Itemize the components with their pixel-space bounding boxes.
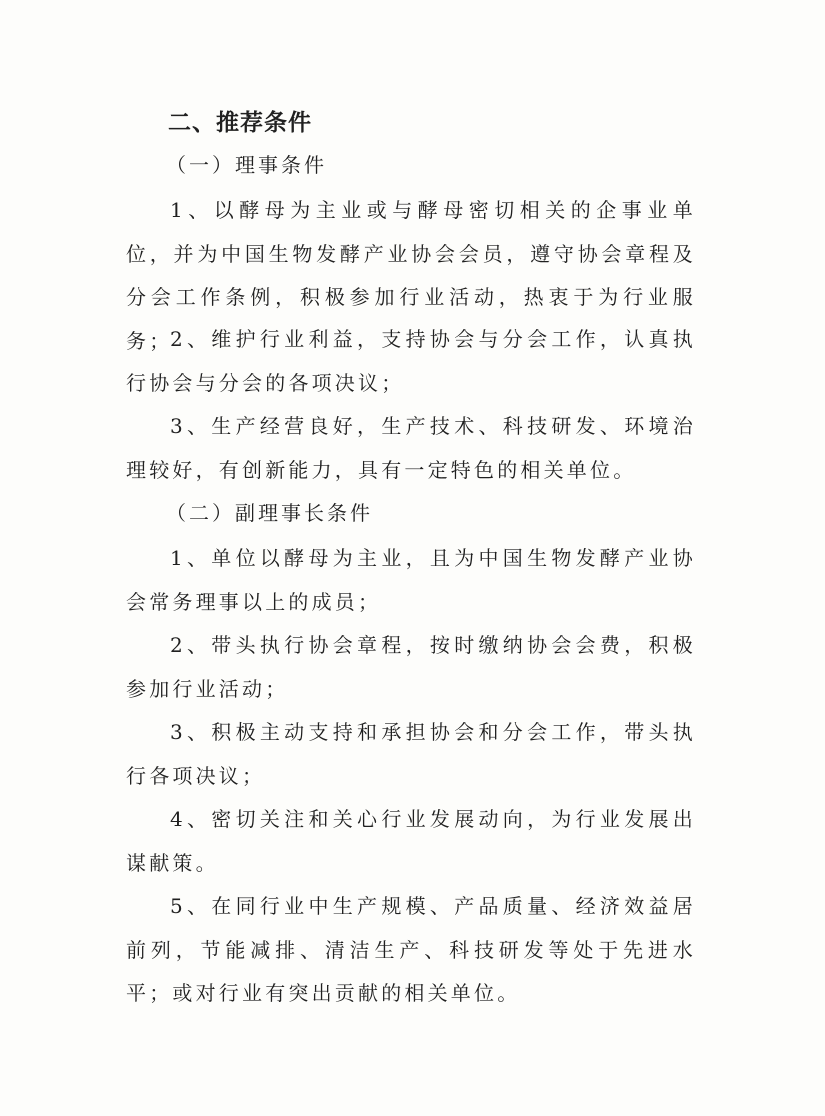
vice-chair-item-1: 1、单位以酵母为主业，且为中国生物发酵产业协会常务理事以上的成员； — [126, 546, 696, 614]
council-item-3: 3、生产经营良好，生产技术、科技研发、环境治理较好，有创新能力，具有一定特色的相关单位。 — [126, 414, 696, 482]
vice-chair-conditions-title: （二）副理事长条件 — [166, 501, 373, 525]
council-conditions-title: （一）理事条件 — [166, 153, 327, 177]
vice-chair-item-4: 4、密切关注和关心行业发展动向，为行业发展出谋献策。 — [126, 807, 696, 875]
vice-chair-item-5: 5、在同行业中生产规模、产品质量、经济效益居前列，节能减排、清洁生产、科技研发等处于先进水平；或对行业有突出贡献的相关单位。 — [126, 894, 696, 1005]
council-item-2: 2、维护行业利益，支持协会与分会工作，认真执行协会与分会的各项决议； — [126, 327, 696, 395]
vice-chair-item-2: 2、带头执行协会章程，按时缴纳协会会费，积极参加行业活动； — [126, 633, 696, 701]
vice-chair-item-3: 3、积极主动支持和承担协会和分会工作，带头执行各项决议； — [126, 720, 696, 788]
council-item-1: 1、以酵母为主业或与酵母密切相关的企事业单位，并为中国生物发酵产业协会会员，遵守协会章程及分会工作条例，积极参加行业活动，热衷于为行业服务； — [126, 198, 696, 353]
section-heading: 二、推荐条件 — [168, 110, 312, 136]
